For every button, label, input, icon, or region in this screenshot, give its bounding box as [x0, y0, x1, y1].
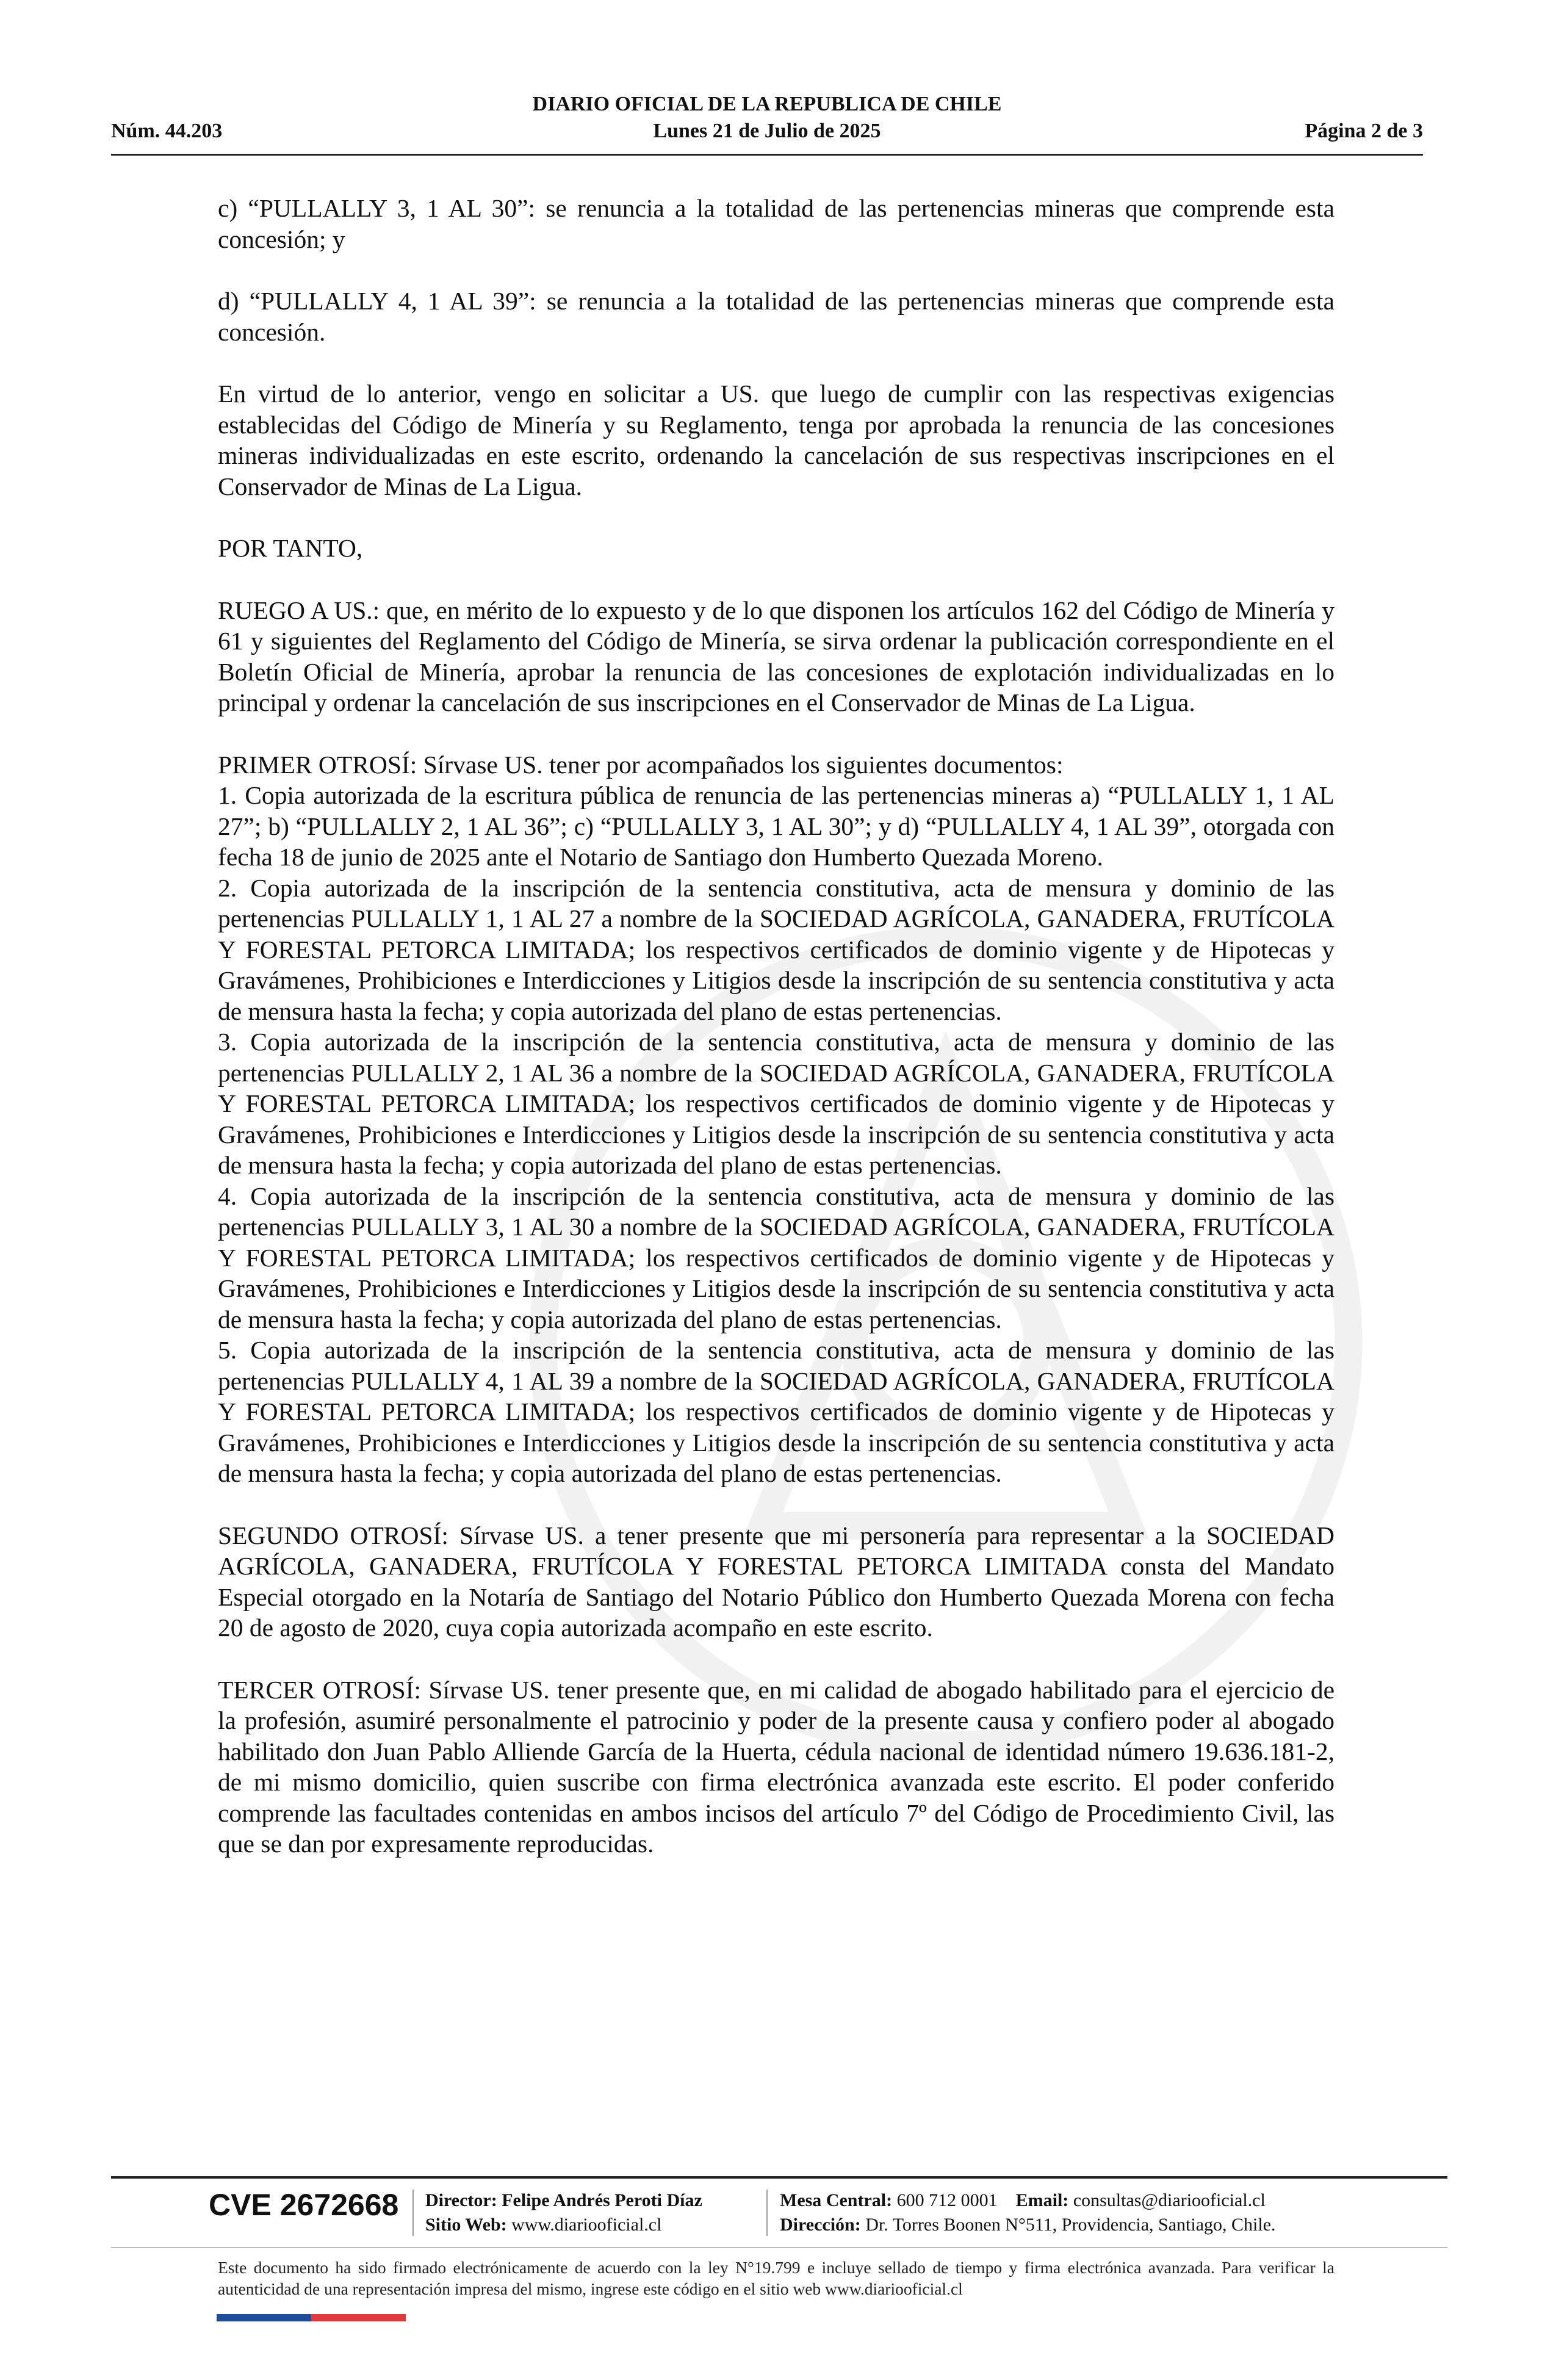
legal-notice: Este documento ha sido firmado electrónicamente de acuerdo con la ley N°19.799 e incluye sellado de tiempo y firma electrónica avanzada. Para verificar la autenticidad de una representación impresa del mismo, ingrese este código en el sitio web www.diariooficial.cl	[218, 2258, 1334, 2298]
page-header	[111, 93, 1423, 151]
publication-title: DIARIO OFICIAL DE LA REPUBLICA DE CHILE	[532, 93, 1002, 115]
email-link[interactable]: consultas@diariooficial.cl	[1073, 2190, 1266, 2210]
footer-director-block	[425, 2188, 702, 2237]
paragraph-request: En virtud de lo anterior, vengo en solicitar a US. que luego de cumplir con las respectivas exigencias establecidas del Código de Minería y su Reglamento, tenga por aprobada la renuncia de las concesiones mineras individualizadas en este escrito, ordenando la cancelación de sus respectivas inscripciones en el Conservador de Minas de La Ligua.	[218, 380, 1334, 500]
mesa-label: Mesa Central:	[780, 2190, 893, 2210]
header-divider	[111, 154, 1423, 156]
flag-stripe	[217, 2314, 406, 2321]
paragraph-c: c) “PULLALLY 3, 1 AL 30”: se renuncia a la totalidad de las pertenencias mineras que comprende esta concesión; y	[218, 194, 1334, 253]
paragraph-ruego: RUEGO A US.: que, en mérito de lo expuesto y de lo que disponen los artículos 162 del Código de Minería y 61 y siguientes del Reglamento del Código de Minería, se sirva ordenar la publicación correspondiente en el Boletín Oficial de Minería, aprobar la renuncia de las concesiones de explotación individualizadas en lo principal y ordenar la cancelación de sus inscripciones en el Conservador de Minas de La Ligua.	[218, 596, 1334, 716]
website-label: Sitio Web:	[425, 2215, 507, 2235]
footer-divider	[111, 2176, 1447, 2179]
director-label: Director:	[425, 2190, 497, 2210]
document-body	[218, 193, 1334, 1891]
primer-otrosi-item-3: 3. Copia autorizada de la inscripción de la sentencia constitutiva, acta de mensura y dominio de las pertenencias PULLALLY 2, 1 AL 36 a nombre de la SOCIEDAD AGRÍCOLA, GANADERA, FRUTÍCOLA Y FORESTAL PETORCA LIMITADA; los respectivos certificados de dominio vigente y de Hipotecas y Gravámenes, Prohibiciones e Interdicciones y Litigios desde la inscripción de su sentencia constitutiva y acta de mensura hasta la fecha; y copia autorizada del plano de estas pertenencias.	[218, 1028, 1334, 1179]
address-label: Dirección:	[780, 2215, 861, 2235]
footer-separator	[766, 2190, 768, 2236]
email-label: Email:	[1015, 2190, 1069, 2210]
address-value: Dr. Torres Boonen N°511, Providencia, Santiago, Chile.	[865, 2215, 1276, 2235]
primer-otrosi-item-4: 4. Copia autorizada de la inscripción de la sentencia constitutiva, acta de mensura y dominio de las pertenencias PULLALLY 3, 1 AL 30 a nombre de la SOCIEDAD AGRÍCOLA, GANADERA, FRUTÍCOLA Y FORESTAL PETORCA LIMITADA; los respectivos certificados de dominio vigente y de Hipotecas y Gravámenes, Prohibiciones e Interdicciones y Litigios desde la inscripción de su sentencia constitutiva y acta de mensura hasta la fecha; y copia autorizada del plano de estas pertenencias.	[218, 1181, 1334, 1333]
flag-red-segment	[311, 2314, 406, 2321]
paragraph-d: d) “PULLALLY 4, 1 AL 39”: se renuncia a la totalidad de las pertenencias mineras que comprende esta concesión.	[218, 287, 1334, 346]
mesa-phone: 600 712 0001	[896, 2190, 998, 2210]
primer-otrosi-item-5: 5. Copia autorizada de la inscripción de la sentencia constitutiva, acta de mensura y dominio de las pertenencias PULLALLY 4, 1 AL 39 a nombre de la SOCIEDAD AGRÍCOLA, GANADERA, FRUTÍCOLA Y FORESTAL PETORCA LIMITADA; los respectivos certificados de dominio vigente y de Hipotecas y Gravámenes, Prohibiciones e Interdicciones y Litigios desde la inscripción de su sentencia constitutiva y acta de mensura hasta la fecha; y copia autorizada del plano de estas pertenencias.	[218, 1336, 1334, 1487]
page-number: Página 2 de 3	[1305, 120, 1423, 142]
issue-date: Lunes 21 de Julio de 2025	[653, 120, 881, 142]
primer-otrosi-intro: PRIMER OTROSÍ: Sírvase US. tener por acompañados los siguientes documentos:	[218, 750, 1064, 779]
website-link[interactable]: www.diariooficial.cl	[511, 2215, 662, 2235]
primer-otrosi-item-1: 1. Copia autorizada de la escritura pública de renuncia de las pertenencias mineras a) “PULLALLY 1, 1 AL 27”; b) “PULLALLY 2, 1 AL 36”; c) “PULLALLY 3, 1 AL 30”; y d) “PULLALLY 4, 1 AL 39”, otorgada con fecha 18 de junio de 2025 ante el Notario de Santiago don Humberto Quezada Moreno.	[218, 781, 1334, 871]
segundo-otrosi: SEGUNDO OTROSÍ: Sírvase US. a tener presente que mi personería para representar a la SOCIEDAD AGRÍCOLA, GANADERA, FRUTÍCOLA Y FORESTAL PETORCA LIMITADA consta del Mandato Especial otorgado en la Notaría de Santiago del Notario Público don Humberto Quezada Morena con fecha 20 de agosto de 2020, cuya copia autorizada acompaño en este escrito.	[218, 1521, 1334, 1642]
flag-blue-segment	[217, 2314, 311, 2321]
primer-otrosi-item-2: 2. Copia autorizada de la inscripción de la sentencia constitutiva, acta de mensura y dominio de las pertenencias PULLALLY 1, 1 AL 27 a nombre de la SOCIEDAD AGRÍCOLA, GANADERA, FRUTÍCOLA Y FORESTAL PETORCA LIMITADA; los respectivos certificados de dominio vigente y de Hipotecas y Gravámenes, Prohibiciones e Interdicciones y Litigios desde la inscripción de su sentencia constitutiva y acta de mensura hasta la fecha; y copia autorizada del plano de estas pertenencias.	[218, 873, 1334, 1025]
paragraph-por-tanto: POR TANTO,	[218, 534, 363, 562]
cve-code: CVE 2672668	[209, 2188, 399, 2222]
footer-legal-divider	[111, 2247, 1447, 2248]
footer-separator	[412, 2190, 414, 2236]
footer-contact-block	[780, 2188, 1276, 2237]
tercer-otrosi: TERCER OTROSÍ: Sírvase US. tener presente que, en mi calidad de abogado habilitado para el ejercicio de la profesión, asumiré personalmente el patrocinio y poder de la presente causa y confiero poder al abogado habilitado don Juan Pablo Alliende García de la Huerta, cédula nacional de identidad número 19.636.181-2, de mi mismo domicilio, quien suscribe con firma electrónica avanzada este escrito. El poder conferido comprende las facultades contenidas en ambos incisos del artículo 7º del Código de Procedimiento Civil, las que se dan por expresamente reproducidas.	[218, 1675, 1334, 1858]
director-name: Felipe Andrés Peroti Díaz	[502, 2190, 702, 2210]
issue-number: Núm. 44.203	[111, 120, 223, 142]
